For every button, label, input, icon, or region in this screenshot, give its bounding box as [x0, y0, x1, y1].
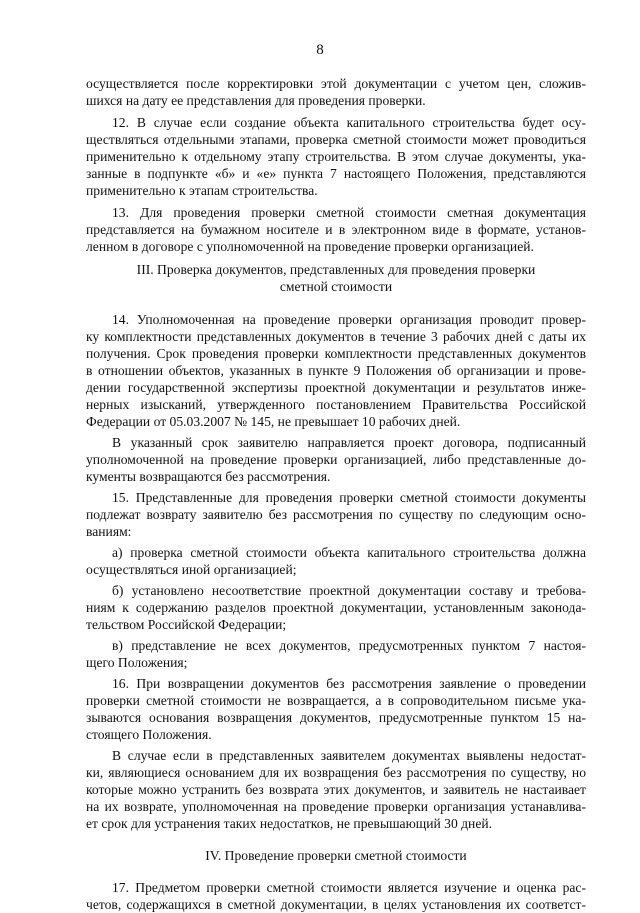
text-line: Федерации от 05.03.2007 № 145, не превышает 10 рабочих дней.	[86, 414, 461, 429]
text-line: а) проверка сметной стоимости объекта капитального строительства должна	[112, 545, 586, 560]
text-line: применительно к этапам строительства.	[86, 183, 318, 198]
text-line: осуществляется после корректировки этой документации с учетом цен, сложив-	[86, 76, 586, 91]
section-heading: IV. Проведение проверки сметной стоимости	[205, 848, 467, 863]
text-line: нерных изысканий, утвержденного постановлением Правительства Российской	[86, 397, 586, 412]
text-line: уполномоченной на проведение проверки организацией, либо представленные до-	[86, 452, 586, 467]
text-line: в) представление не всех документов, предусмотренных пунктом 7 настоя-	[112, 638, 586, 653]
text-line: зываются основания возвращения документов, предусмотренные пунктом 15 на-	[86, 710, 586, 725]
text-line: 16. При возвращении документов без рассмотрения заявление о проведении	[112, 676, 586, 691]
text-line: ваниям:	[86, 524, 132, 539]
text-line: кументы возвращаются без рассмотрения.	[86, 469, 331, 484]
text-line: ет срок для устранения таких недостатков, не превышающий 30 дней.	[86, 816, 493, 831]
text-line: 17. Предметом проверки сметной стоимости является изучение и оценка рас-	[112, 880, 586, 895]
text-line: В указанный срок заявителю направляется проект договора, подписанный	[112, 435, 586, 450]
text-line: ниям к содержанию разделов проектной документации, установленным законода-	[86, 600, 586, 615]
text-line: занные в подпункте «б» и «е» пункта 7 настоящего Положения, представляются	[86, 166, 586, 181]
text-line: ленном в договоре с уполномоченной на проведение проверки организацией.	[86, 239, 534, 254]
text-line: б) установлено несоответствие проектной документации составу и требова-	[112, 583, 586, 598]
text-line: применительно к отдельному этапу строительства. В этом случае документы, ука-	[86, 149, 586, 164]
text-line: дении государственной экспертизы проектной документации и результатов инже-	[86, 380, 586, 395]
text-line: ки, являющиеся основанием для их возвращения без рассмотрения по существу, но	[86, 765, 586, 780]
section-heading: сметной стоимости	[279, 279, 393, 294]
text-line: 12. В случае если создание объекта капитального строительства будет осу-	[112, 115, 586, 130]
text-line: 14. Уполномоченная на проведение проверки организация проводит провер-	[112, 312, 586, 327]
text-line: которые можно устранить без возврата этих документов, и заявитель не настаивает	[86, 782, 586, 797]
text-line: осуществляться иной организацией;	[86, 562, 297, 577]
section-heading: III. Проверка документов, представленных для проведения проверки	[136, 262, 536, 277]
text-line: 13. Для проведения проверки сметной стоимости сметная документация	[112, 205, 586, 220]
text-line: представляется на бумажном носителе и в электронном виде в формате, установ-	[86, 222, 586, 237]
text-line: в отношении объектов, указанных в пункте 9 Положения об организации и прове-	[86, 363, 586, 378]
text-line: шихся на дату ее представления для проведения проверки.	[86, 93, 426, 108]
text-line: ку комплектности представленных документов в течение 3 рабочих дней с даты их	[86, 329, 586, 344]
page-number: 8	[316, 42, 324, 58]
text-line: на их возврате, уполномоченная на проведение проверки организация устанавлива-	[86, 799, 586, 814]
text-line: подлежат возврату заявителю без рассмотрения по существу по следующим осно-	[86, 507, 586, 522]
text-line: четов, содержащихся в сметной документации, в целях установления их соответст-	[86, 897, 586, 912]
text-line: ществляться отдельными этапами, проверка сметной стоимости может проводиться	[86, 132, 586, 147]
text-line: В случае если в представленных заявителем документах выявлены недостат-	[112, 748, 586, 763]
text-line: стоящего Положения.	[86, 727, 212, 742]
text-line: получения. Срок проведения проверки комплектности представленных документов	[86, 346, 586, 361]
text-line: проверки сметной стоимости не возвращается, а в сопроводительном письме ука-	[86, 693, 586, 708]
text-line: щего Положения;	[86, 655, 188, 670]
text-line: 15. Представленные для проведения проверки сметной стоимости документы	[112, 490, 586, 505]
text-line: тельством Российской Федерации;	[86, 617, 287, 632]
